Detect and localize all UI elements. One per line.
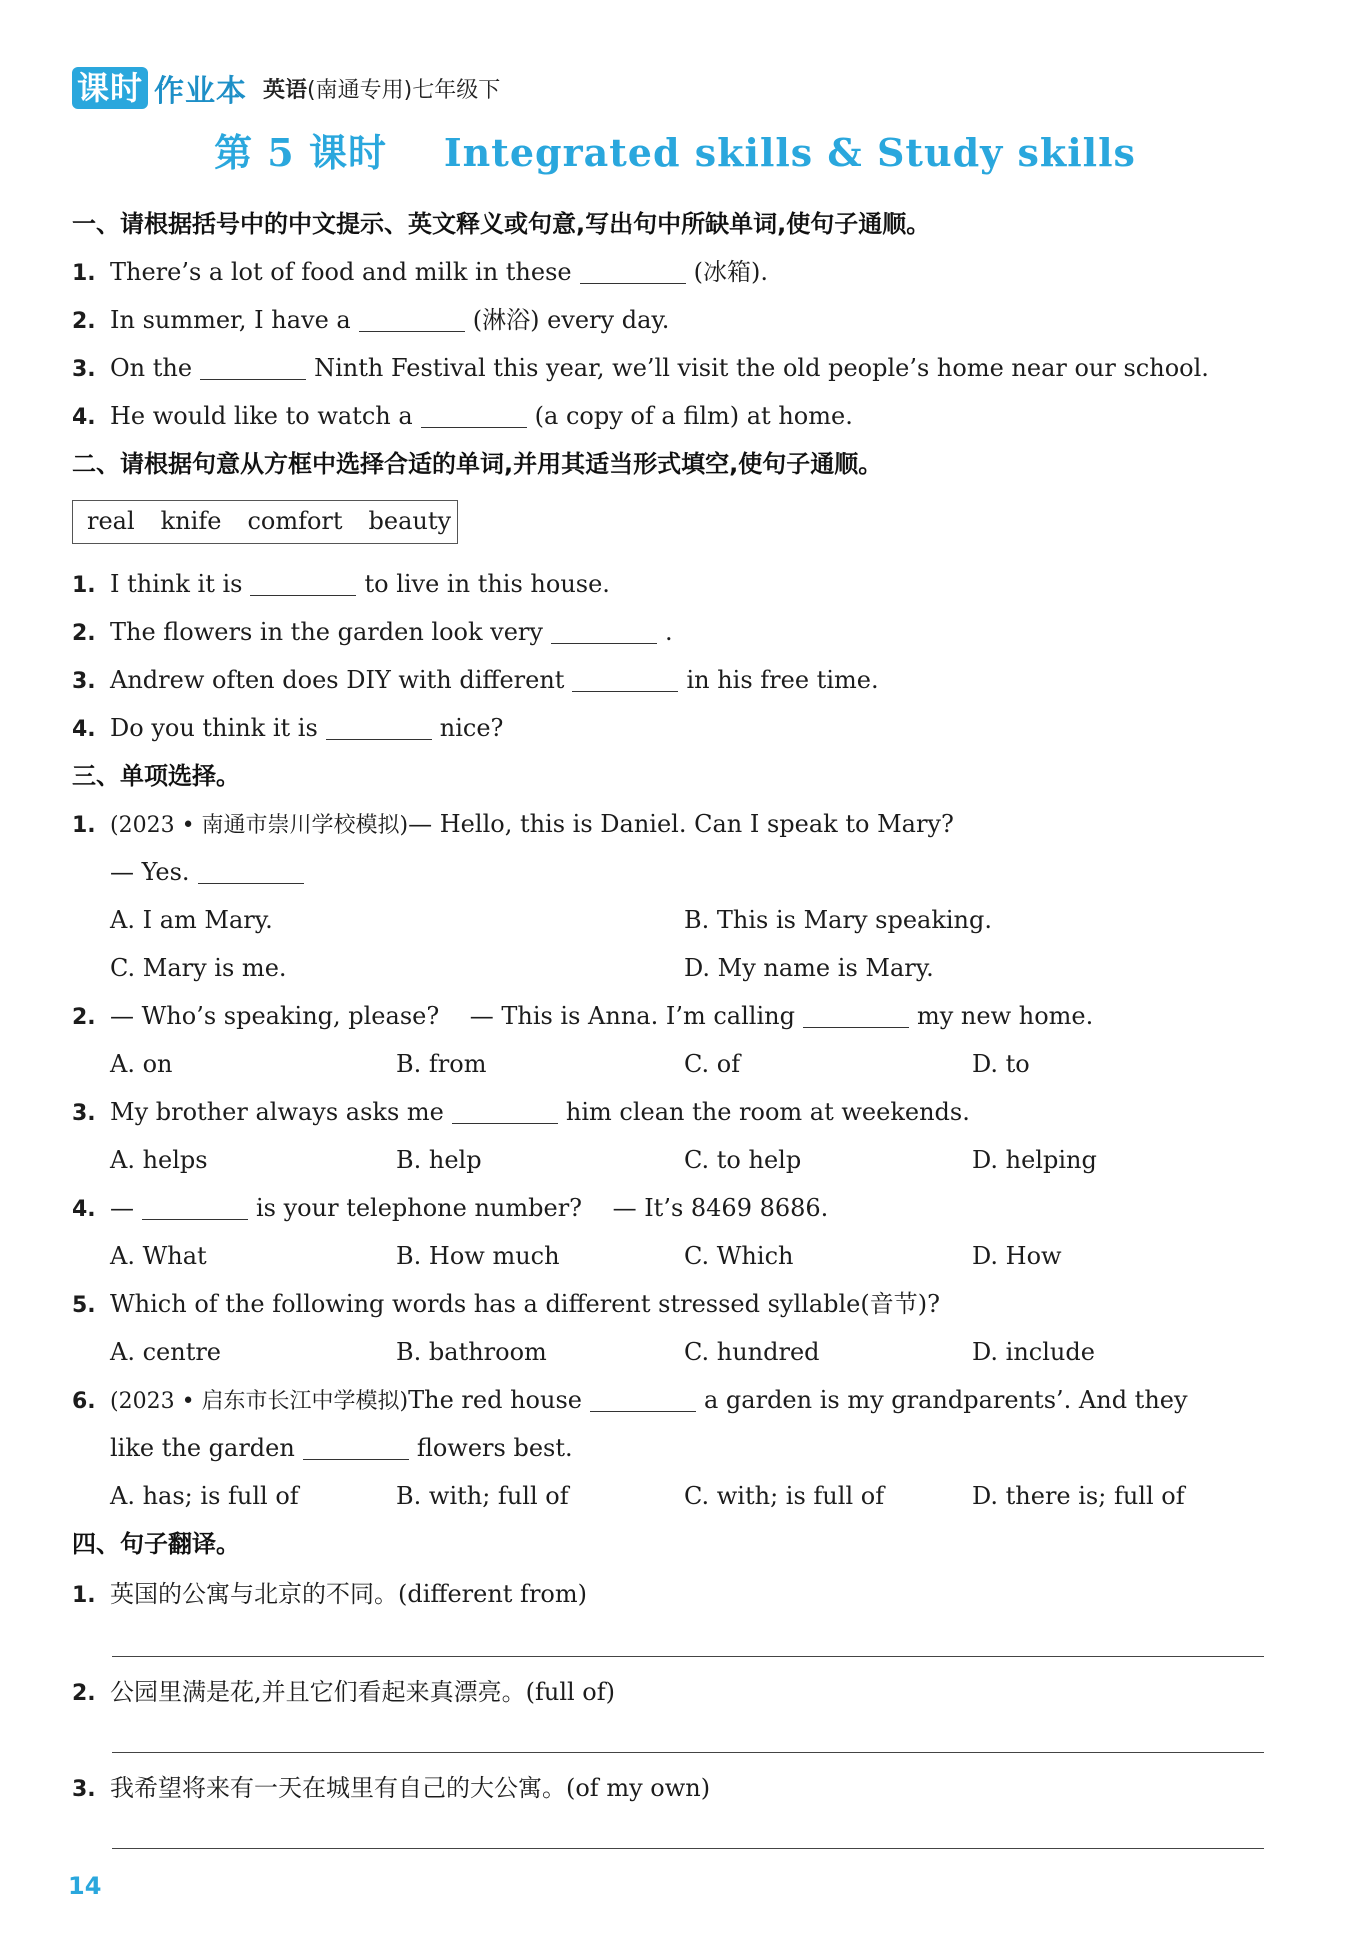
question-number: 3. xyxy=(72,357,96,382)
answer-blank[interactable] xyxy=(580,259,686,284)
question-number: 1. xyxy=(72,1583,96,1608)
answer-blank[interactable] xyxy=(359,307,465,332)
answer-blank[interactable] xyxy=(303,1435,409,1460)
question-text: There’s a lot of food and milk in these xyxy=(110,258,572,286)
page-number: 14 xyxy=(68,1872,102,1900)
section3-heading: 三、单项选择。 xyxy=(72,762,240,790)
question-text: nice? xyxy=(439,714,504,742)
option-c[interactable]: C. hundred xyxy=(684,1338,820,1366)
question-text: Which of the following words has a different stressed syllable(音节)? xyxy=(110,1290,940,1318)
question-text: My brother always asks me xyxy=(110,1098,444,1126)
question-text: — Yes. xyxy=(110,858,190,886)
question-text: like the garden xyxy=(110,1434,295,1462)
question-text: my new home. xyxy=(916,1002,1094,1030)
option-a[interactable]: A. I am Mary. xyxy=(110,906,273,934)
answer-blank[interactable] xyxy=(421,403,527,428)
option-d[interactable]: D. helping xyxy=(972,1146,1097,1174)
section1-heading: 一、请根据括号中的中文提示、英文释义或句意,写出句中所缺单词,使句子通顺。 xyxy=(72,210,931,238)
option-a[interactable]: A. What xyxy=(110,1242,207,1270)
page-header xyxy=(72,62,500,114)
question-text: I think it is xyxy=(110,570,243,598)
question-number: 6. xyxy=(72,1389,96,1414)
question-text: in his free time. xyxy=(686,666,879,694)
s4-question-2 xyxy=(72,1676,615,1710)
question-text: (淋浴) every day. xyxy=(472,306,670,334)
answer-blank[interactable] xyxy=(551,619,657,644)
question-text: Ninth Festival this year, we’ll visit the old people’s home near our school. xyxy=(314,354,1209,382)
s3-question-5 xyxy=(72,1288,940,1322)
answer-blank[interactable] xyxy=(142,1195,248,1220)
question-text: Do you think it is xyxy=(110,714,318,742)
question-text: The flowers in the garden look very xyxy=(110,618,543,646)
s1-question-3 xyxy=(72,352,1209,386)
word-bank-item: real xyxy=(87,507,135,535)
option-c[interactable]: C. with; is full of xyxy=(684,1482,885,1510)
answer-blank[interactable] xyxy=(590,1387,696,1412)
section4-heading: 四、句子翻译。 xyxy=(72,1530,240,1558)
word-bank-item: knife xyxy=(160,507,222,535)
option-a[interactable]: A. helps xyxy=(110,1146,208,1174)
question-text: flowers best. xyxy=(416,1434,573,1462)
question-number: 3. xyxy=(72,1101,96,1126)
word-bank-box xyxy=(72,500,458,544)
question-source: (2023 • 启东市长江中学模拟) xyxy=(110,1389,409,1414)
option-b[interactable]: B. How much xyxy=(396,1242,560,1270)
option-a[interactable]: A. on xyxy=(110,1050,173,1078)
question-text: — xyxy=(110,1194,134,1222)
section2-heading: 二、请根据句意从方框中选择合适的单词,并用其适当形式填空,使句子通顺。 xyxy=(72,450,883,478)
s2-question-4 xyxy=(72,712,503,746)
option-c[interactable]: C. of xyxy=(684,1050,741,1078)
question-source: (2023 • 南通市崇川学校模拟) xyxy=(110,813,409,838)
question-number: 5. xyxy=(72,1293,96,1318)
subject-detail: (南通专用)七年级下 xyxy=(307,77,501,103)
question-text: to live in this house. xyxy=(364,570,610,598)
question-number: 2. xyxy=(72,621,96,646)
question-text: is your telephone number? — It’s 8469 8686. xyxy=(256,1194,829,1222)
answer-blank[interactable] xyxy=(572,667,678,692)
question-text: In summer, I have a xyxy=(110,306,351,334)
option-b[interactable]: B. help xyxy=(396,1146,482,1174)
question-text: Andrew often does DIY with different xyxy=(110,666,565,694)
subject: 英语 xyxy=(263,77,308,103)
question-text: The red house xyxy=(408,1386,582,1414)
question-text: — Who’s speaking, please? — This is Anna. I’m calling xyxy=(110,1002,795,1030)
question-text: 英国的公寓与北京的不同。(different from) xyxy=(110,1580,587,1608)
answer-line[interactable] xyxy=(112,1656,1264,1657)
question-number: 2. xyxy=(72,309,96,334)
option-c[interactable]: C. Which xyxy=(684,1242,794,1270)
word-bank-item: comfort xyxy=(247,507,343,535)
question-number: 3. xyxy=(72,1777,96,1802)
question-text: — Hello, this is Daniel. Can I speak to Mary? xyxy=(408,810,954,838)
option-c[interactable]: C. Mary is me. xyxy=(110,954,287,982)
question-text: He would like to watch a xyxy=(110,402,413,430)
question-text: (a copy of a film) at home. xyxy=(534,402,853,430)
logo-text: 作业本 xyxy=(154,74,248,109)
s4-question-1 xyxy=(72,1578,587,1612)
answer-blank[interactable] xyxy=(326,715,432,740)
s3-question-1 xyxy=(72,808,954,842)
s4-question-3 xyxy=(72,1772,710,1806)
question-text: 我希望将来有一天在城里有自己的大公寓。(of my own) xyxy=(110,1774,711,1802)
question-number: 3. xyxy=(72,669,96,694)
question-number: 4. xyxy=(72,717,96,742)
s3-question-6-line2 xyxy=(110,1432,573,1464)
logo-badge: 课时 xyxy=(72,67,148,109)
s2-question-3 xyxy=(72,664,879,698)
answer-blank[interactable] xyxy=(200,355,306,380)
lesson-number: 第 5 课时 xyxy=(214,130,387,175)
question-number: 4. xyxy=(72,405,96,430)
option-d[interactable]: D. include xyxy=(972,1338,1095,1366)
option-d[interactable]: D. to xyxy=(972,1050,1030,1078)
brand-logo xyxy=(72,66,247,110)
s2-question-2 xyxy=(72,616,673,650)
s1-question-2 xyxy=(72,304,669,338)
answer-blank[interactable] xyxy=(452,1099,558,1124)
s3-question-4 xyxy=(72,1192,828,1226)
option-b[interactable]: B. This is Mary speaking. xyxy=(684,906,993,934)
answer-blank[interactable] xyxy=(198,859,304,884)
s1-question-1 xyxy=(72,256,768,290)
option-b[interactable]: B. bathroom xyxy=(396,1338,547,1366)
question-text: (冰箱). xyxy=(693,258,768,286)
answer-line[interactable] xyxy=(112,1848,1264,1849)
s3-question-1-line2 xyxy=(110,856,312,888)
question-text: a garden is my grandparents’. And they xyxy=(703,1386,1188,1414)
question-text: . xyxy=(664,618,673,646)
answer-line[interactable] xyxy=(112,1752,1264,1753)
option-d[interactable]: D. there is; full of xyxy=(972,1482,1185,1510)
book-subtitle xyxy=(263,73,500,104)
option-a[interactable]: A. centre xyxy=(110,1338,222,1366)
question-number: 2. xyxy=(72,1005,96,1030)
option-b[interactable]: B. from xyxy=(396,1050,487,1078)
word-bank-item: beauty xyxy=(368,507,452,535)
question-number: 1. xyxy=(72,573,96,598)
answer-blank[interactable] xyxy=(250,571,356,596)
lesson-title xyxy=(0,122,1350,182)
lesson-name: Integrated skills & Study skills xyxy=(443,130,1136,175)
s3-question-6 xyxy=(72,1384,1188,1418)
question-text: On the xyxy=(110,354,193,382)
question-number: 1. xyxy=(72,813,96,838)
question-number: 1. xyxy=(72,261,96,286)
option-c[interactable]: C. to help xyxy=(684,1146,802,1174)
question-text: 公园里满是花,并且它们看起来真漂亮。(full of) xyxy=(110,1678,616,1706)
question-number: 4. xyxy=(72,1197,96,1222)
s1-question-4 xyxy=(72,400,853,434)
option-b[interactable]: B. with; full of xyxy=(396,1482,569,1510)
option-d[interactable]: D. How xyxy=(972,1242,1062,1270)
question-text: him clean the room at weekends. xyxy=(565,1098,970,1126)
s2-question-1 xyxy=(72,568,610,602)
s3-question-2 xyxy=(72,1000,1093,1034)
option-d[interactable]: D. My name is Mary. xyxy=(684,954,934,982)
option-a[interactable]: A. has; is full of xyxy=(110,1482,299,1510)
answer-blank[interactable] xyxy=(803,1003,909,1028)
s3-question-3 xyxy=(72,1096,970,1130)
question-number: 2. xyxy=(72,1681,96,1706)
